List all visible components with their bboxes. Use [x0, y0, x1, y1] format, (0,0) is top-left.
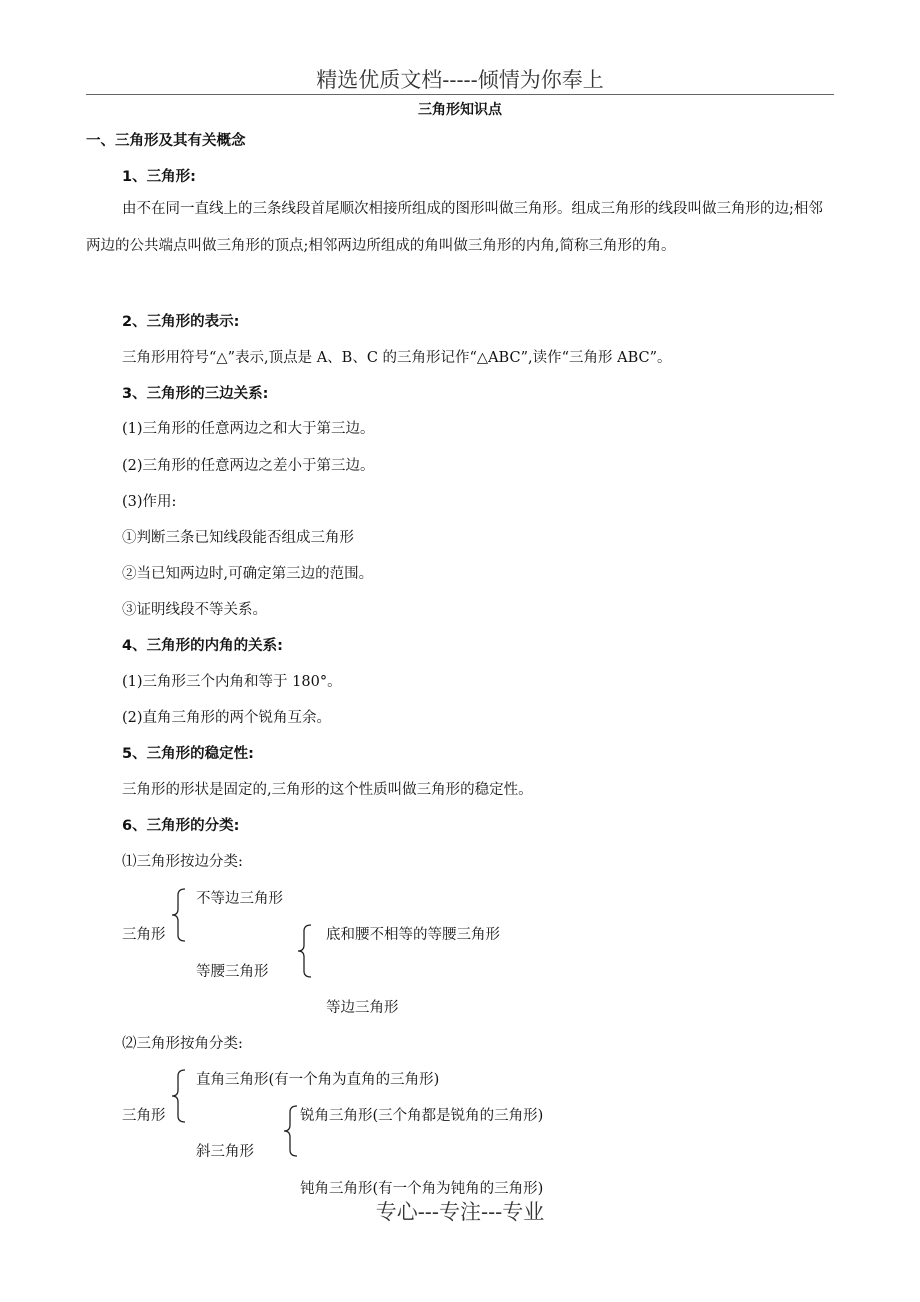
item3-line: (1)三角形的任意两边之和大于第三边。	[122, 421, 375, 437]
left-brace-icon	[171, 888, 187, 942]
header-rule	[86, 94, 834, 95]
tree-node-acute: 锐角三角形(三个角都是锐角的三角形)	[300, 1108, 544, 1124]
item3-use: ②当已知两边时,可确定第三边的范围。	[122, 566, 374, 582]
item3-heading: 3、三角形的三边关系:	[122, 386, 269, 402]
tree-node-obtuse: 钝角三角形(有一个角为钝角的三角形)	[300, 1181, 544, 1197]
item3-use: ①判断三条已知线段能否组成三角形	[122, 530, 354, 546]
left-brace-icon	[283, 1105, 299, 1157]
tree-node-scalene: 不等边三角形	[196, 891, 283, 907]
classify-by-sides-label: ⑴三角形按边分类:	[122, 854, 243, 870]
item3-line: (2)三角形的任意两边之差小于第三边。	[122, 458, 375, 474]
item3-line: (3)作用:	[122, 494, 177, 510]
item1-heading: 1、三角形:	[122, 169, 196, 185]
tree-node-oblique: 斜三角形	[196, 1144, 254, 1160]
item3-use: ③证明线段不等关系。	[122, 602, 267, 618]
page-header: 精选优质文档-----倾情为你奉上	[316, 68, 604, 92]
tree-node-right: 直角三角形(有一个角为直角的三角形)	[196, 1072, 440, 1088]
item1-paragraph: 由不在同一直线上的三条线段首尾顺次相接所组成的图形叫做三角形。组成三角形的线段叫做三角形的边;相邻两边的公共端点叫做三角形的顶点;相邻两边所组成的角叫做三角形的内角,简称三角形的角。	[86, 201, 823, 254]
classify-by-angles-label: ⑵三角形按角分类:	[122, 1036, 243, 1052]
tree-root: 三角形	[122, 927, 166, 943]
item4-heading: 4、三角形的内角的关系:	[122, 638, 283, 654]
document-title: 三角形知识点	[418, 102, 502, 118]
tree-node-isosceles-non-equilateral: 底和腰不相等的等腰三角形	[326, 927, 500, 943]
item2-heading: 2、三角形的表示:	[122, 314, 240, 330]
item5-text: 三角形的形状是固定的,三角形的这个性质叫做三角形的稳定性。	[122, 782, 533, 798]
tree-root: 三角形	[122, 1108, 166, 1124]
item5-heading: 5、三角形的稳定性:	[122, 746, 254, 762]
tree-node-equilateral: 等边三角形	[326, 1000, 399, 1016]
tree-node-isosceles: 等腰三角形	[196, 964, 269, 980]
left-brace-icon	[297, 924, 313, 978]
item4-line: (2)直角三角形的两个锐角互余。	[122, 710, 332, 726]
item6-heading: 6、三角形的分类:	[122, 818, 240, 834]
section-heading: 一、三角形及其有关概念	[86, 133, 246, 149]
page-footer: 专心---专注---专业	[375, 1200, 545, 1224]
item2-text: 三角形用符号“△”表示,顶点是 A、B、C 的三角形记作“△ABC”,读作“三角形 ABC”。	[122, 350, 672, 366]
left-brace-icon	[171, 1069, 187, 1123]
item4-line: (1)三角形三个内角和等于 180°。	[122, 674, 342, 690]
